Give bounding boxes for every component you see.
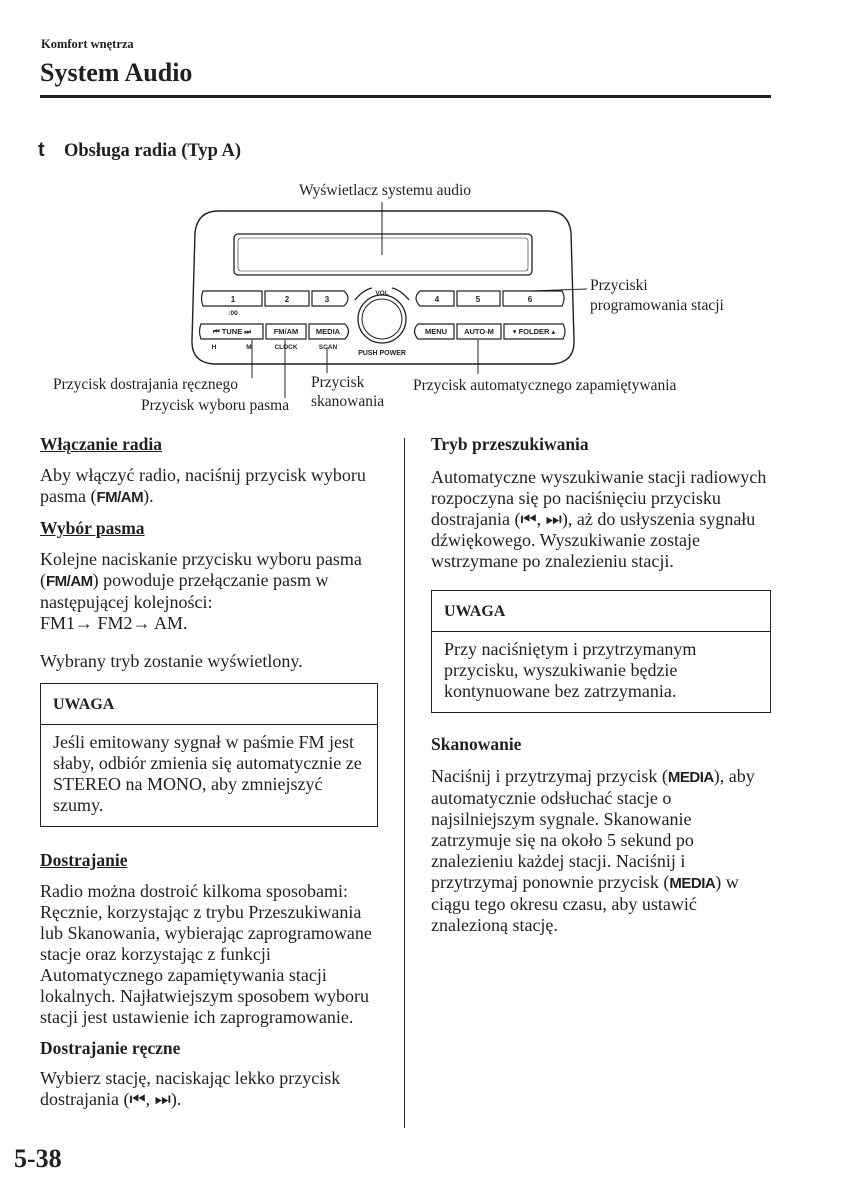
audio-unit-diagram <box>0 0 845 420</box>
vol-label: VOL <box>375 290 389 297</box>
note-body: Przy naciśniętym i przytrzymanym przycisku, wyszukiwanie będzie kontynuowane bez zatrzymania. <box>444 639 697 701</box>
note-box-fm-signal <box>40 683 378 827</box>
heading-tuning: Dostrajanie <box>40 850 128 870</box>
folder-button-label: ▾ FOLDER ▴ <box>512 327 556 336</box>
breadcrumb: Komfort wnętrza <box>41 37 134 51</box>
right-column <box>431 434 771 936</box>
preset-5-label: 5 <box>475 295 481 304</box>
left-column <box>40 434 378 1110</box>
media-key-ref: MEDIA <box>667 769 714 786</box>
autom-button-label: AUTO-M <box>464 327 494 336</box>
tune-callout: Przycisk dostrajania ręcznego <box>53 376 239 393</box>
heading-radio-on: Włączanie radia <box>40 434 162 454</box>
band-callout: Przycisk wyboru pasma <box>141 397 290 414</box>
media-key-ref: MEDIA <box>669 875 716 892</box>
page-number: 5-38 <box>14 1144 62 1173</box>
band-select-text: Kolejne naciskanie przycisku wyboru pasma (FM/AM) powoduje przełączanie pasm w następującej kolejności: FM1→ FM2→ AM. <box>40 549 362 633</box>
column-divider <box>404 438 405 1128</box>
auto-memory-callout: Przycisk automatycznego zapamiętywania <box>413 377 677 394</box>
clock-minutes-label: :00 <box>228 310 238 317</box>
fmam-key-ref: FM/AM <box>46 573 93 590</box>
radio-on-text: Aby włączyć radio, naciśnij przycisk wyboru pasma (FM/AM). <box>40 465 366 506</box>
menu-button-label: MENU <box>424 327 448 336</box>
preset-3-label: 3 <box>324 295 330 304</box>
preset-buttons-callout-line1: Przyciski <box>590 277 648 294</box>
scan-callout-line2: skanowania <box>311 393 385 410</box>
note-heading: UWAGA <box>41 684 377 725</box>
note-heading: UWAGA <box>432 591 770 632</box>
tune-button-label: ⏮ TUNE ⏭ <box>212 327 252 336</box>
heading-scan: Skanowanie <box>431 734 522 754</box>
display-callout: Wyświetlacz systemu audio <box>298 182 472 199</box>
band-display-text: Wybrany tryb zostanie wyświetlony. <box>40 651 303 671</box>
clock-label: CLOCK <box>274 344 298 351</box>
manual-tuning-text: Wybierz stację, naciskając lekko przycisk dostrajania (⏮, ⏭). <box>40 1068 341 1109</box>
band-sequence: FM1→ FM2→ AM. <box>40 613 188 633</box>
preset-1-label: 1 <box>230 295 236 304</box>
preset-buttons-callout-line2: programowania stacji <box>590 297 724 314</box>
media-button-label: MEDIA <box>315 327 341 336</box>
push-power-label: PUSH POWER <box>358 350 406 357</box>
tuning-text: Radio można dostroić kilkoma sposobami: Ręcznie, korzystając z trybu Przeszukiwania lub Skanowania, wybierając zaprogramowane stacje oraz korzystając z funkcji Automatycznego zapamiętywania stacji lokalnych. Najłatwiejszym sposobem wyboru stacji jest ustawienie ich zaprogramowanie. <box>40 881 372 1027</box>
note-box-seek <box>431 590 771 713</box>
preset-2-label: 2 <box>284 295 290 304</box>
scan-text: Naciśnij i przytrzymaj przycisk (MEDIA), aby automatycznie odsłuchać stacje o najsilniejszym sygnale. Skanowanie zatrzymuje się na około 5 sekund po znalezieniu każdej stacji. Naciśnij i przytrzymaj ponownie przycisk (MEDIA) w ciągu tego okresu czasu, aby ustawić znalezioną stację. <box>431 766 755 935</box>
fmam-button-label: FM/AM <box>273 327 299 336</box>
page-title: System Audio <box>40 58 193 87</box>
m-label: M <box>246 344 252 351</box>
seek-mode-text: Automatyczne wyszukiwanie stacji radiowych rozpoczyna się po naciśnięciu przycisku dostrajania (⏮, ⏭), aż do usłyszenia sygnału dźwiękowego. Wyszukiwanie zostaje wstrzymane po znalezieniu stacji. <box>431 467 767 571</box>
heading-seek-mode: Tryb przeszukiwania <box>431 434 589 454</box>
preset-6-label: 6 <box>527 295 533 304</box>
heading-manual-tuning: Dostrajanie ręczne <box>40 1038 181 1058</box>
heading-band-select: Wybór pasma <box>40 518 145 538</box>
h-label: H <box>211 344 217 351</box>
note-body: Jeśli emitowany sygnał w paśmie FM jest słaby, odbiór zmienia się automatycznie ze STEREO na MONO, aby zmniejszyć szumy. <box>53 732 362 815</box>
section-title: Obsługa radia (Typ A) <box>64 141 241 161</box>
section-marker: t <box>38 139 45 161</box>
scan-callout-line1: Przycisk <box>311 374 365 391</box>
scan-label: SCAN <box>318 344 338 351</box>
fmam-key-ref: FM/AM <box>96 489 144 506</box>
preset-4-label: 4 <box>434 295 440 304</box>
